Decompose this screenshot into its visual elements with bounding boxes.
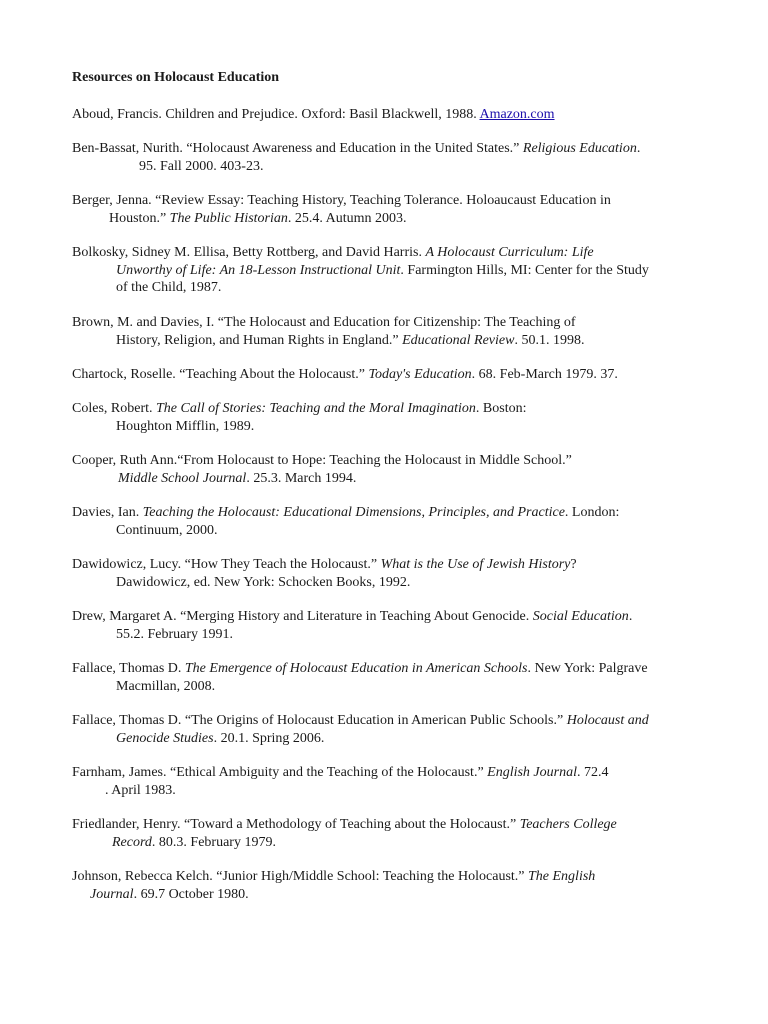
entry-line: [72, 522, 712, 540]
citation-text: . 25.4. Autumn 2003.: [287, 210, 407, 226]
bibliography-entry: [72, 868, 712, 903]
citation-text: Cooper, Ruth Ann.“From Holocaust to Hope: Teaching the Holocaust in Middle School.”: [72, 453, 572, 468]
citation-text: . London:: [564, 505, 620, 520]
entry-line: [72, 886, 712, 904]
citation-text: Houston.”: [109, 210, 170, 226]
entry-line: [72, 764, 712, 782]
citation-text: Davies, Ian.: [72, 505, 143, 520]
citation-text: . 50.1. 1998.: [514, 332, 585, 348]
amazon-link[interactable]: Amazon.com: [479, 107, 555, 122]
entry-line: [72, 730, 712, 748]
entry-line: [72, 158, 712, 176]
citation-text: Dawidowicz, Lucy. “How They Teach the Holocaust.”: [72, 557, 381, 572]
citation-title-italic: Educational Review: [402, 332, 515, 348]
citation-text: Fallace, Thomas D. “The Origins of Holocaust Education in American Public Schools.”: [72, 713, 567, 728]
citation-title-italic: The Emergence of Holocaust Education in American Schools: [184, 661, 528, 676]
entry-line: [72, 106, 712, 124]
bibliography-entry: [72, 314, 712, 349]
bibliography-entry: [72, 366, 712, 384]
citation-text: .: [628, 609, 633, 624]
citation-text: Brown, M. and Davies, I. “The Holocaust and Education for Citizenship: The Teaching of: [72, 315, 576, 330]
entry-line: [72, 712, 712, 730]
citation-text: . Boston:: [475, 401, 527, 416]
citation-text: . New York: Palgrave: [527, 661, 648, 676]
citation-title-italic: Today's Education: [368, 367, 472, 382]
entry-line: [72, 279, 712, 297]
citation-text: Friedlander, Henry. “Toward a Methodology of Teaching about the Holocaust.”: [72, 817, 520, 832]
citation-text: Dawidowicz, ed. New York: Schocken Books, 1992.: [116, 574, 411, 590]
entry-line: [72, 332, 712, 350]
entry-line: [72, 868, 712, 886]
bibliography-entry: [72, 556, 712, 591]
bibliography-entry: [72, 660, 712, 695]
citation-text: Aboud, Francis. Children and Prejudice. Oxford: Basil Blackwell, 1988.: [72, 107, 480, 122]
citation-text: Continuum, 2000.: [116, 522, 218, 538]
citation-text: Drew, Margaret A. “Merging History and Literature in Teaching About Genocide.: [72, 609, 533, 624]
citation-text: 55.2. February 1991.: [116, 626, 234, 642]
bibliography-entry: [72, 712, 712, 747]
citation-text: Johnson, Rebecca Kelch. “Junior High/Middle School: Teaching the Holocaust.”: [72, 869, 528, 884]
citation-text: . 25.3. March 1994.: [246, 470, 357, 486]
citation-title-italic: Holocaust and: [566, 713, 649, 728]
citation-text: . April 1983.: [105, 782, 176, 798]
citation-text: Farnham, James. “Ethical Ambiguity and the Teaching of the Holocaust.”: [72, 765, 488, 780]
citation-text: .: [636, 141, 641, 156]
bibliography-entry: [72, 504, 712, 539]
citation-title-italic: The English: [528, 869, 596, 884]
citation-text: of the Child, 1987.: [116, 280, 222, 295]
citation-text: Coles, Robert.: [72, 401, 156, 416]
bibliography-entry: [72, 608, 712, 643]
citation-text: . Farmington Hills, MI: Center for the Study: [400, 262, 649, 278]
entry-line: [72, 140, 712, 158]
page-title: Resources on Holocaust Education: [72, 70, 280, 85]
citation-title-italic: What is the Use of Jewish History: [380, 557, 571, 572]
citation-title-italic: Middle School Journal: [118, 470, 247, 486]
entry-line: [72, 660, 712, 678]
entry-line: [72, 504, 712, 522]
citation-title-italic: Unworthy of Life: An 18-Lesson Instructional Unit: [116, 262, 401, 278]
entry-line: [72, 608, 712, 626]
entry-line: [72, 244, 712, 262]
bibliography-entry: [72, 192, 712, 227]
citation-text: . 69.7 October 1980.: [133, 886, 249, 902]
entry-line: [72, 262, 712, 280]
citation-title-italic: Record: [112, 834, 152, 850]
citation-text: ?: [570, 557, 577, 572]
citation-text: Houghton Mifflin, 1989.: [116, 418, 255, 434]
citation-title-italic: Social Education: [532, 609, 629, 624]
entry-line: [72, 782, 712, 800]
citation-text: . 80.3. February 1979.: [151, 834, 276, 850]
citation-text: Chartock, Roselle. “Teaching About the Holocaust.”: [72, 367, 369, 382]
citation-text: Fallace, Thomas D.: [72, 661, 185, 676]
citation-title-italic: Genocide Studies: [116, 730, 214, 746]
citation-title-italic: The Call of Stories: Teaching and the Moral Imagination: [156, 401, 476, 416]
bibliography-entry: [72, 244, 712, 297]
bibliography-entry: [72, 764, 712, 799]
citation-title-italic: A Holocaust Curriculum: Life: [425, 245, 594, 260]
bibliography-entry: [72, 452, 712, 487]
entry-line: [72, 816, 712, 834]
citation-text: 95. Fall 2000. 403-23.: [139, 158, 264, 174]
entry-line: [72, 470, 712, 488]
citation-text: . 68. Feb-March 1979. 37.: [471, 367, 618, 382]
bibliography-entry: [72, 140, 712, 175]
citation-title-italic: Religious Education: [522, 141, 637, 156]
citation-text: Macmillan, 2008.: [116, 678, 216, 694]
entry-line: [72, 452, 712, 470]
entry-line: [72, 834, 712, 852]
citation-title-italic: The Public Historian: [169, 210, 288, 226]
citation-text: Ben-Bassat, Nurith. “Holocaust Awareness and Education in the United States.”: [72, 141, 523, 156]
citation-title-italic: Journal: [90, 886, 134, 902]
entry-line: [72, 418, 712, 436]
citation-text: . 20.1. Spring 2006.: [213, 730, 325, 746]
citation-text: Berger, Jenna. “Review Essay: Teaching History, Teaching Tolerance. Holoaucaust Education in: [72, 193, 611, 208]
bibliography-entry: [72, 106, 712, 124]
entry-line: [72, 556, 712, 574]
entry-line: [72, 192, 712, 210]
citation-title-italic: Teachers College: [519, 817, 617, 832]
bibliography-entry: [72, 816, 712, 851]
citation-text: History, Religion, and Human Rights in England.”: [116, 332, 403, 348]
citation-text: Bolkosky, Sidney M. Ellisa, Betty Rottberg, and David Harris.: [72, 245, 426, 260]
entry-line: [72, 626, 712, 644]
entry-line: [72, 366, 712, 384]
citation-text: . 72.4: [577, 765, 609, 780]
bibliography-entry: [72, 400, 712, 435]
entry-line: [72, 574, 712, 592]
entry-line: [72, 314, 712, 332]
entry-line: [72, 210, 712, 228]
entry-line: [72, 678, 712, 696]
entry-line: [72, 400, 712, 418]
citation-title-italic: English Journal: [487, 765, 577, 780]
citation-title-italic: Teaching the Holocaust: Educational Dimensions, Principles, and Practice: [142, 505, 565, 520]
